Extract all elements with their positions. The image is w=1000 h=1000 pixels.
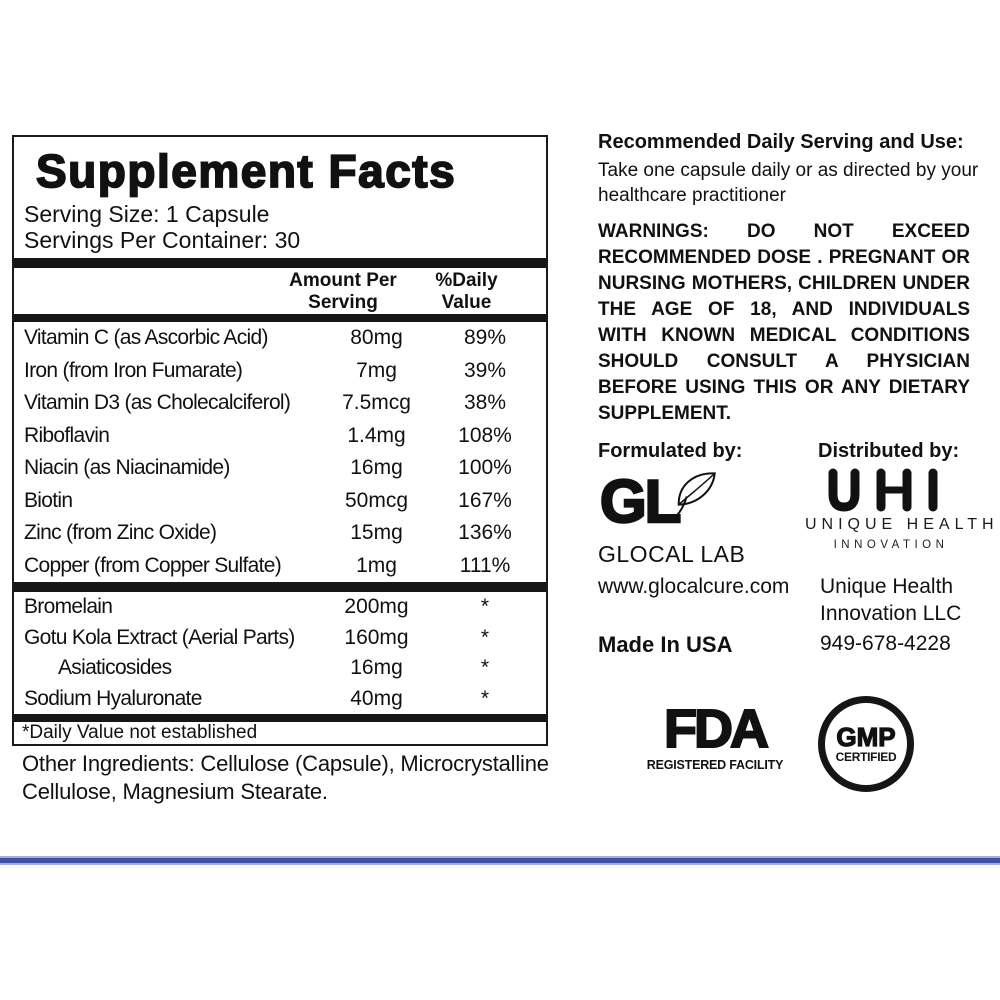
ingredient-name: Sodium Hyaluronate xyxy=(24,686,202,710)
ingredient-name: Niacin (as Niacinamide) xyxy=(24,456,230,480)
botanicals-table-body xyxy=(14,592,546,714)
warning-line: SHOULD CONSULT A PHYSICIAN xyxy=(598,351,970,372)
other-ingredients: Other Ingredients: Cellulose (Capsule), Microcrystalline Cellulose, Magnesium Stearate. xyxy=(22,751,549,804)
glocal-lab-name: GLOCAL LAB xyxy=(598,541,746,567)
warning-line: BEFORE USING THIS OR ANY DIETARY xyxy=(598,377,970,398)
ingredient-name: Vitamin D3 (as Cholecalciferol) xyxy=(24,391,291,415)
fda-registered-badge xyxy=(645,700,785,772)
ingredient-amount: 160mg xyxy=(344,625,409,649)
serving-size: Serving Size: 1 Capsule xyxy=(24,201,270,227)
ingredient-daily-value: * xyxy=(480,625,490,649)
ingredient-name: Bromelain xyxy=(24,595,113,619)
ingredient-daily-value: 167% xyxy=(458,488,512,512)
table-row xyxy=(14,485,546,518)
ingredient-daily-value: * xyxy=(480,656,490,680)
ingredient-amount: 16mg xyxy=(350,456,403,480)
ingredient-daily-value: * xyxy=(480,686,490,710)
ingredient-daily-value: 100% xyxy=(458,456,512,480)
warning-line: SUPPLEMENT. xyxy=(598,403,732,424)
table-row xyxy=(14,653,546,684)
ingredient-amount: 80mg xyxy=(350,326,403,350)
table-row xyxy=(14,623,546,654)
table-row xyxy=(14,387,546,420)
warning-line: THE AGE OF 18, AND INDIVIDUALS xyxy=(598,299,970,320)
warning-line: WARNINGS: DO NOT EXCEED xyxy=(598,221,970,242)
daily-value-header: %Daily Value xyxy=(435,270,498,313)
table-header-row xyxy=(14,268,546,314)
fda-registered-facility-label: REGISTERED FACILITY xyxy=(646,758,784,772)
ingredient-amount: 7.5mcg xyxy=(342,391,411,415)
ingredient-daily-value: * xyxy=(480,595,490,619)
ingredient-name: Gotu Kola Extract (Aerial Parts) xyxy=(24,625,295,649)
table-row xyxy=(14,517,546,550)
vitamins-table-body xyxy=(14,322,546,582)
ingredient-daily-value: 38% xyxy=(463,391,507,415)
gmp-logo-text: GMP xyxy=(836,722,896,752)
table-row xyxy=(14,322,546,355)
fda-logo-text: FDA xyxy=(664,699,766,759)
ingredient-amount: 1mg xyxy=(356,553,397,577)
gmp-certified-badge xyxy=(818,696,914,792)
divider-bar-thin xyxy=(14,314,546,322)
recommended-use-body: Take one capsule daily or as directed by your healthcare practitioner xyxy=(598,160,979,206)
gl-logo-text: GL xyxy=(600,468,680,535)
amount-header-line2: Serving xyxy=(308,292,378,313)
distributor-company-line2: Innovation LLC xyxy=(820,602,962,625)
glocal-lab-logo xyxy=(600,470,721,534)
ingredient-name: Iron (from Iron Fumarate) xyxy=(24,358,243,382)
ingredient-name: Asiaticosides xyxy=(58,656,172,680)
ingredient-daily-value: 108% xyxy=(458,423,512,447)
table-row xyxy=(14,550,546,583)
divider-bar-thick xyxy=(14,582,546,592)
ingredient-daily-value: 111% xyxy=(459,553,511,577)
table-row xyxy=(14,452,546,485)
daily-value-footnote: *Daily Value not established xyxy=(22,722,258,743)
formulated-by-label: Formulated by: xyxy=(598,440,743,462)
uhi-logo-icon xyxy=(819,468,959,514)
ingredient-amount: 50mcg xyxy=(344,488,409,512)
servings-per-container: Servings Per Container: 30 xyxy=(24,227,301,253)
table-row xyxy=(14,420,546,453)
ingredient-amount: 16mg xyxy=(350,656,403,680)
distributor-company-line1: Unique Health xyxy=(820,575,954,598)
leaf-icon xyxy=(670,465,724,517)
supplement-facts-panel xyxy=(12,135,548,746)
ingredient-amount: 7mg xyxy=(356,358,397,382)
phone-number: 949-678-4228 xyxy=(820,632,951,655)
distributed-by-label: Distributed by: xyxy=(818,440,960,462)
ingredient-name: Copper (from Copper Sulfate) xyxy=(24,553,282,577)
panel-title: Supplement Facts xyxy=(36,145,457,197)
uhi-innovation: INNOVATION xyxy=(833,539,949,551)
ingredient-name: Riboflavin xyxy=(24,423,110,447)
ingredient-name: Biotin xyxy=(24,488,73,512)
website-url: www.glocalcure.com xyxy=(598,575,790,598)
ingredient-name: Vitamin C (as Ascorbic Acid) xyxy=(24,326,268,350)
divider-bar-thick xyxy=(14,258,546,268)
amount-per-serving-header xyxy=(273,270,413,314)
uhi-logo-block xyxy=(800,468,999,551)
bottom-accent-line xyxy=(0,856,1000,865)
uhi-unique-health: UNIQUE HEALTH xyxy=(805,516,999,533)
warnings-text xyxy=(598,219,970,427)
ingredient-amount: 15mg xyxy=(350,521,403,545)
gmp-certified-label: CERTIFIED xyxy=(835,750,897,764)
ingredient-name: Zinc (from Zinc Oxide) xyxy=(24,521,217,545)
warning-line: WITH KNOWN MEDICAL CONDITIONS xyxy=(598,325,970,346)
warning-line: RECOMMENDED DOSE . PREGNANT OR xyxy=(598,247,970,268)
table-row xyxy=(14,592,546,623)
ingredient-daily-value: 89% xyxy=(463,326,507,350)
distributor-company xyxy=(820,573,961,627)
ingredient-amount: 1.4mg xyxy=(347,423,406,447)
warning-line: NURSING MOTHERS, CHILDREN UNDER xyxy=(598,273,970,294)
amount-header-line1: Amount Per xyxy=(289,270,397,291)
recommended-use-heading: Recommended Daily Serving and Use: xyxy=(598,131,964,153)
divider-bar-thin xyxy=(14,714,546,722)
table-row xyxy=(14,355,546,388)
ingredient-daily-value: 136% xyxy=(458,521,512,545)
ingredient-amount: 200mg xyxy=(344,595,409,619)
table-row xyxy=(14,684,546,715)
ingredient-daily-value: 39% xyxy=(463,358,507,382)
made-in-usa: Made In USA xyxy=(598,632,733,657)
ingredient-amount: 40mg xyxy=(350,686,403,710)
